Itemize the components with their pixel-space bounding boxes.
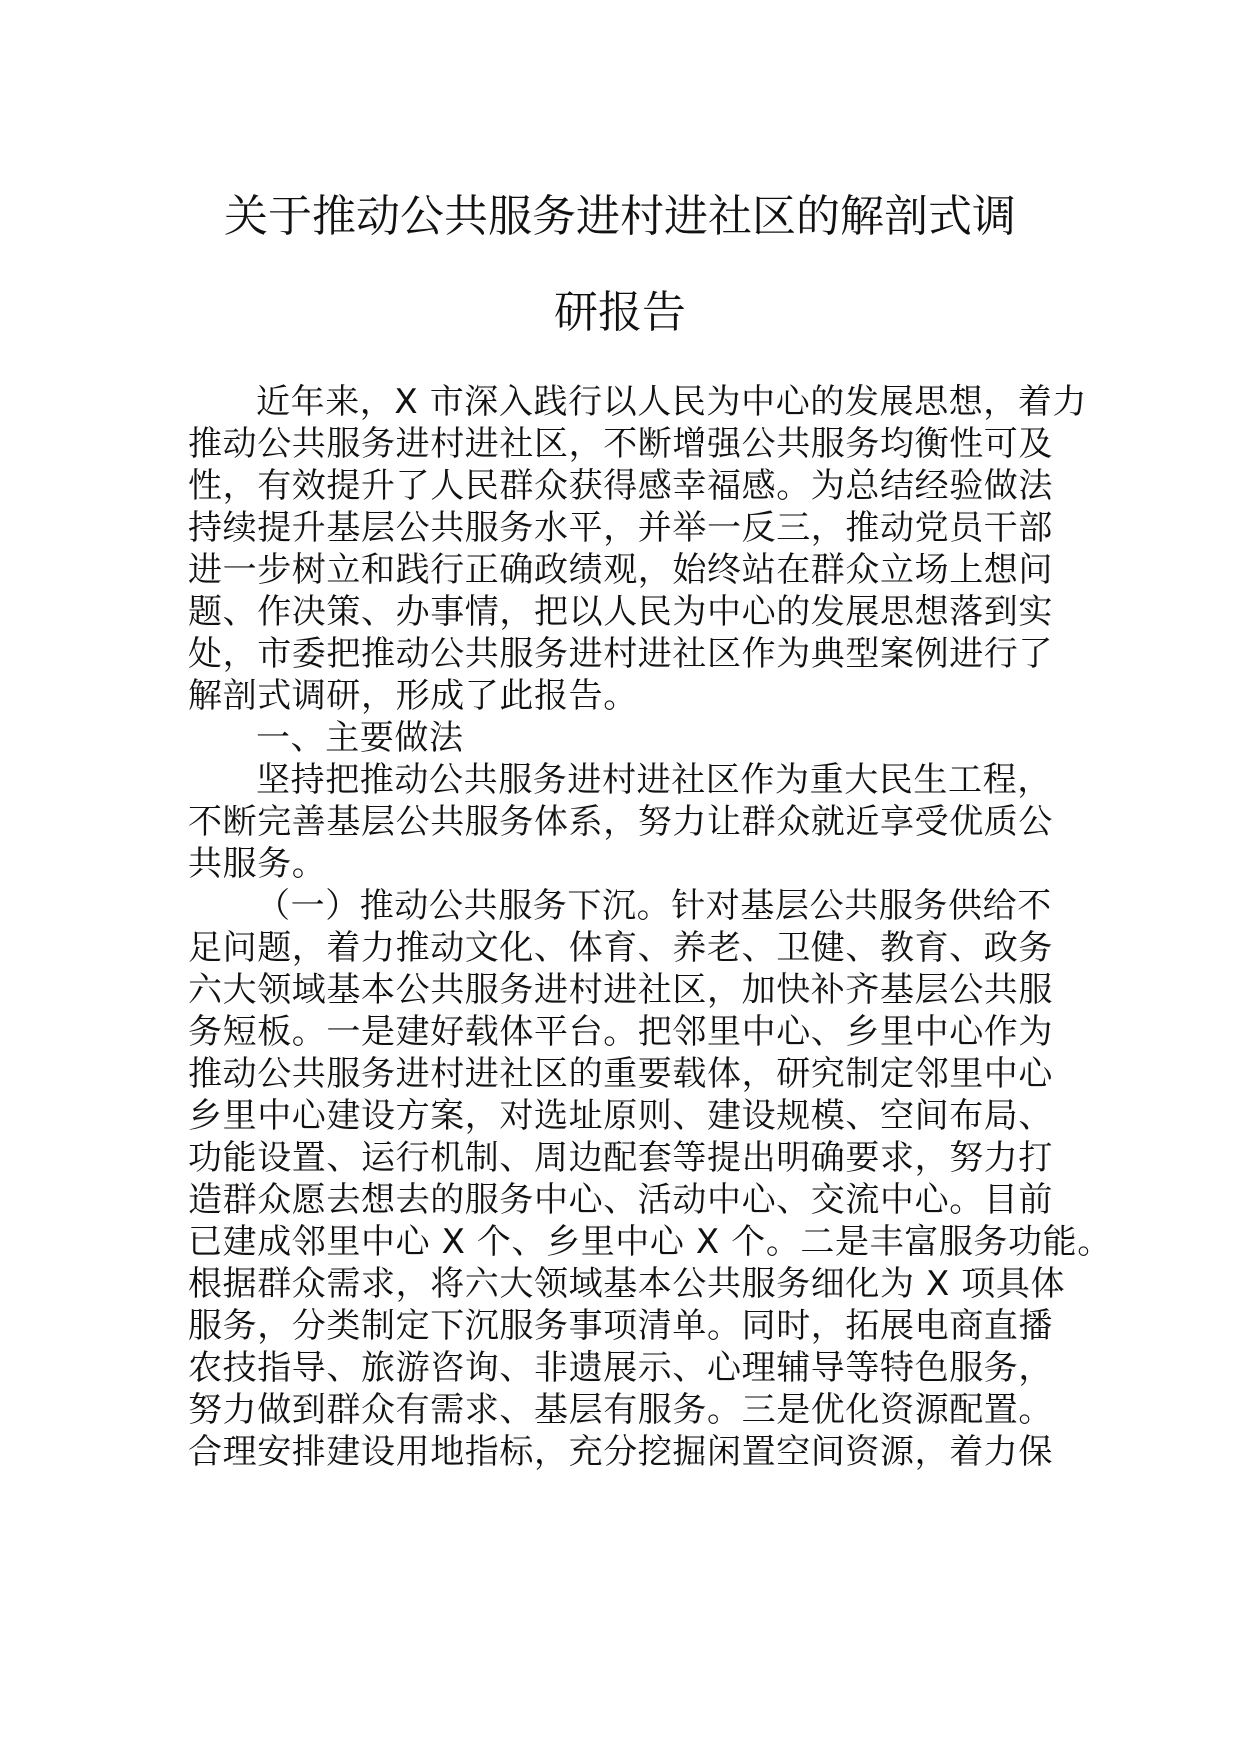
paragraph-line: 农技指导、旅游咨询、非遗展示、心理辅导等特色服务， [188, 1348, 1053, 1388]
paragraph-line: 务短板。一是建好载体平台。把邻里中心、乡里中心作为 [188, 1012, 1053, 1052]
paragraph-line: 处，市委把推动公共服务进村进社区作为典型案例进行了 [188, 634, 1053, 674]
paragraph-line: 近年来，X 市深入践行以人民为中心的发展思想，着力 [256, 382, 1088, 422]
document-title-line-1: 关于推动公共服务进村进社区的解剖式调 [224, 191, 1016, 242]
paragraph-line: 已建成邻里中心 X 个、乡里中心 X 个。二是丰富服务功能。 [188, 1222, 1112, 1262]
paragraph-line: 造群众愿去想去的服务中心、活动中心、交流中心。目前 [188, 1180, 1053, 1220]
paragraph-line: 服务，分类制定下沉服务事项清单。同时，拓展电商直播 [188, 1306, 1053, 1346]
paragraph-line: 性，有效提升了人民群众获得感幸福感。为总结经验做法 [188, 466, 1053, 506]
paragraph-line: 共服务。 [188, 844, 327, 884]
paragraph-line: 合理安排建设用地指标，充分挖掘闲置空间资源，着力保 [188, 1432, 1053, 1472]
paragraph-line: 六大领域基本公共服务进村进社区，加快补齐基层公共服 [188, 970, 1053, 1010]
section-heading: 一、主要做法 [256, 718, 464, 758]
paragraph-line: 不断完善基层公共服务体系，努力让群众就近享受优质公 [188, 802, 1053, 842]
paragraph-line: 坚持把推动公共服务进村进社区作为重大民生工程， [256, 760, 1052, 800]
paragraph-line: 根据群众需求，将六大领域基本公共服务细化为 X 项具体 [188, 1264, 1066, 1304]
paragraph-line: 足问题，着力推动文化、体育、养老、卫健、教育、政务 [188, 928, 1053, 968]
paragraph-line: 持续提升基层公共服务水平，并举一反三，推动党员干部 [188, 508, 1053, 548]
paragraph-line: 解剖式调研，形成了此报告。 [188, 676, 638, 716]
paragraph-line: 功能设置、运行机制、周边配套等提出明确要求，努力打 [188, 1138, 1053, 1178]
paragraph-line: （一）推动公共服务下沉。针对基层公共服务供给不 [256, 886, 1052, 926]
paragraph-line: 推动公共服务进村进社区的重要载体，研究制定邻里中心 [188, 1054, 1053, 1094]
paragraph-line: 努力做到群众有需求、基层有服务。三是优化资源配置。 [188, 1390, 1053, 1430]
paragraph-line: 推动公共服务进村进社区，不断增强公共服务均衡性可及 [188, 424, 1053, 464]
document-title-line-2: 研报告 [554, 287, 686, 338]
paragraph-line: 乡里中心建设方案，对选址原则、建设规模、空间布局、 [188, 1096, 1053, 1136]
paragraph-line: 题、作决策、办事情，把以人民为中心的发展思想落到实 [188, 592, 1053, 632]
paragraph-line: 进一步树立和践行正确政绩观，始终站在群众立场上想问 [188, 550, 1053, 590]
